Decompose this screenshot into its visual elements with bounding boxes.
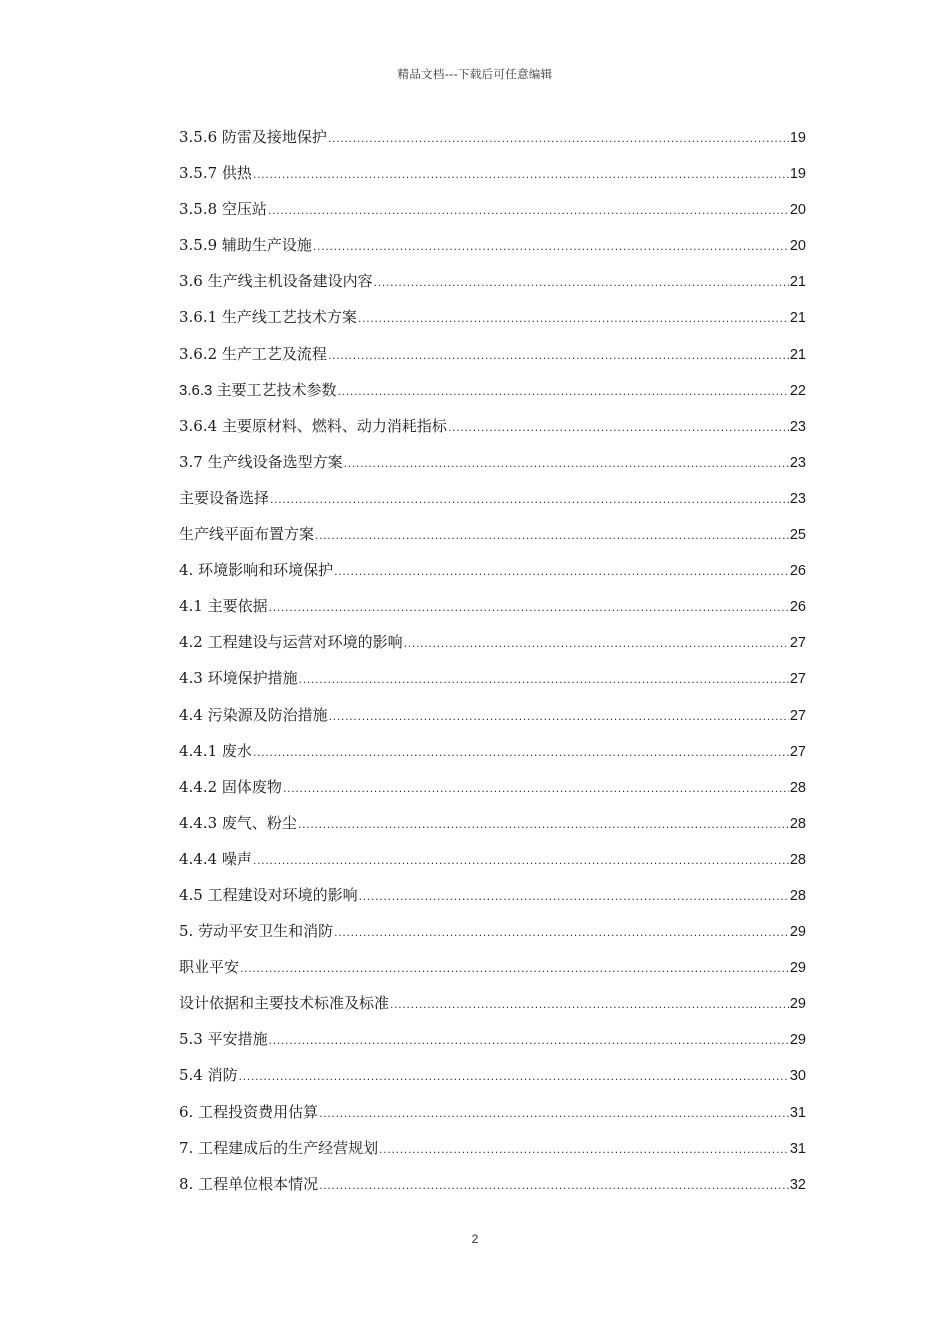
toc-entry-page: 21 bbox=[789, 274, 806, 291]
toc-entry-title: 3.6.1 生产线工艺技术方案 bbox=[179, 308, 357, 327]
toc-entry-page: 23 bbox=[789, 454, 806, 471]
toc-leader-dots bbox=[240, 955, 789, 982]
toc-entry[interactable] bbox=[179, 1062, 806, 1098]
toc-leader-dots bbox=[319, 1172, 789, 1199]
toc-leader-dots bbox=[338, 378, 789, 405]
toc-entry-page: 31 bbox=[789, 1140, 806, 1157]
toc-entry[interactable] bbox=[179, 304, 806, 340]
toc-entry[interactable] bbox=[179, 702, 806, 738]
toc-leader-dots bbox=[448, 414, 789, 441]
toc-leader-dots bbox=[298, 811, 789, 838]
toc-entry[interactable] bbox=[179, 882, 806, 918]
toc-entry[interactable] bbox=[179, 918, 806, 954]
toc-leader-dots bbox=[374, 269, 789, 296]
table-of-contents bbox=[179, 124, 806, 1207]
toc-entry-title: 4.4 污染源及防治措施 bbox=[179, 705, 328, 724]
toc-entry-title: 3.6.2 生产工艺及流程 bbox=[179, 344, 327, 363]
toc-entry-page: 29 bbox=[789, 1032, 806, 1049]
toc-entry[interactable] bbox=[179, 557, 806, 593]
toc-entry-title: 3.7 生产线设备选型方案 bbox=[179, 452, 343, 471]
toc-entry-page: 28 bbox=[789, 815, 806, 832]
toc-entry-title: 4.4.1 废水 bbox=[179, 741, 252, 760]
toc-leader-dots bbox=[269, 594, 789, 621]
toc-entry[interactable] bbox=[179, 341, 806, 377]
toc-entry[interactable] bbox=[179, 1171, 806, 1207]
toc-leader-dots bbox=[253, 739, 789, 766]
toc-entry-title: 5. 劳动平安卫生和消防 bbox=[179, 922, 334, 941]
toc-entry-page: 25 bbox=[789, 527, 806, 544]
toc-entry-page: 19 bbox=[789, 130, 806, 146]
toc-entry[interactable] bbox=[179, 629, 806, 665]
toc-entry-title: 4.4.3 废气、粉尘 bbox=[179, 813, 297, 832]
toc-entry[interactable] bbox=[179, 665, 806, 701]
toc-leader-dots bbox=[358, 305, 789, 332]
toc-entry-page: 23 bbox=[789, 490, 806, 507]
toc-leader-dots bbox=[299, 666, 789, 693]
toc-entry[interactable] bbox=[179, 196, 806, 232]
toc-leader-dots bbox=[329, 703, 789, 730]
toc-entry-title: 4.5 工程建设对环境的影响 bbox=[179, 885, 358, 904]
toc-entry-page: 26 bbox=[789, 563, 806, 580]
toc-entry-title: 4. 环境影响和环境保护 bbox=[179, 561, 334, 580]
toc-leader-dots bbox=[315, 522, 789, 549]
toc-entry-title: 4.4.2 固体废物 bbox=[179, 777, 282, 796]
toc-entry-page: 22 bbox=[789, 382, 806, 399]
toc-leader-dots bbox=[344, 450, 789, 477]
toc-entry-page: 20 bbox=[789, 202, 806, 219]
toc-entry-page: 28 bbox=[789, 779, 806, 796]
toc-entry[interactable] bbox=[179, 954, 806, 990]
toc-leader-dots bbox=[359, 883, 789, 910]
toc-entry-page: 31 bbox=[789, 1104, 806, 1121]
toc-entry-title: 3.6.3 主要工艺技术参数 bbox=[179, 381, 337, 399]
toc-entry[interactable] bbox=[179, 268, 806, 304]
toc-entry[interactable] bbox=[179, 521, 806, 557]
toc-entry-title: 4.1 主要依据 bbox=[179, 597, 268, 616]
toc-entry-title: 5.3 平安措施 bbox=[179, 1030, 268, 1049]
toc-entry-title: 4.3 环境保护措施 bbox=[179, 669, 298, 688]
page-header: 精品文档---下载后可任意编辑 bbox=[397, 67, 553, 81]
toc-entry[interactable] bbox=[179, 413, 806, 449]
toc-entry[interactable] bbox=[179, 810, 806, 846]
toc-entry[interactable] bbox=[179, 160, 806, 196]
toc-entry-page: 29 bbox=[789, 996, 806, 1013]
toc-entry-page: 20 bbox=[789, 238, 806, 255]
toc-entry[interactable] bbox=[179, 774, 806, 810]
toc-entry-title: 4.2 工程建设与运营对环境的影响 bbox=[179, 633, 403, 652]
toc-leader-dots bbox=[328, 125, 789, 152]
toc-entry-page: 30 bbox=[789, 1068, 806, 1085]
toc-entry[interactable] bbox=[179, 377, 806, 413]
toc-entry-title: 主要设备选择 bbox=[179, 488, 270, 507]
toc-entry-page: 27 bbox=[789, 743, 806, 760]
toc-entry-page: 21 bbox=[789, 346, 806, 363]
toc-leader-dots bbox=[268, 197, 789, 224]
toc-entry[interactable] bbox=[179, 1099, 806, 1135]
toc-entry-title: 5.4 消防 bbox=[179, 1066, 238, 1085]
toc-entry[interactable] bbox=[179, 846, 806, 882]
toc-entry-title: 4.4.4 噪声 bbox=[179, 849, 252, 868]
toc-entry-page: 27 bbox=[789, 671, 806, 688]
toc-entry-page: 19 bbox=[789, 166, 806, 183]
toc-leader-dots bbox=[253, 161, 789, 188]
toc-entry-page: 28 bbox=[789, 887, 806, 904]
toc-leader-dots bbox=[270, 486, 789, 513]
toc-leader-dots bbox=[283, 775, 789, 802]
toc-entry[interactable] bbox=[179, 738, 806, 774]
toc-leader-dots bbox=[313, 233, 789, 260]
toc-entry-title: 3.6.4 主要原材料、燃料、动力消耗指标 bbox=[179, 416, 447, 435]
toc-entry[interactable] bbox=[179, 232, 806, 268]
toc-entry-page: 21 bbox=[789, 310, 806, 327]
toc-entry-page: 32 bbox=[789, 1176, 806, 1193]
toc-entry-title: 7. 工程建成后的生产经营规划 bbox=[179, 1138, 379, 1157]
toc-leader-dots bbox=[269, 1027, 789, 1054]
toc-leader-dots bbox=[334, 558, 789, 585]
toc-entry-title: 3.6 生产线主机设备建设内容 bbox=[179, 272, 373, 291]
toc-entry[interactable] bbox=[179, 1026, 806, 1062]
toc-leader-dots bbox=[328, 342, 789, 369]
page-number: 2 bbox=[471, 1232, 479, 1246]
toc-leader-dots bbox=[334, 919, 789, 946]
toc-entry-title: 6. 工程投资费用估算 bbox=[179, 1102, 319, 1121]
toc-entry-title: 设计依据和主要技术标准及标准 bbox=[179, 994, 390, 1013]
toc-entry[interactable] bbox=[179, 593, 806, 629]
toc-entry-page: 23 bbox=[789, 418, 806, 435]
toc-entry-title: 生产线平面布置方案 bbox=[179, 525, 315, 544]
toc-entry-title: 3.5.7 供热 bbox=[179, 164, 252, 183]
toc-entry-title: 3.5.8 空压站 bbox=[179, 200, 267, 219]
toc-entry-title: 职业平安 bbox=[179, 958, 240, 977]
toc-entry-page: 26 bbox=[789, 599, 806, 616]
toc-entry[interactable] bbox=[179, 1135, 806, 1171]
toc-leader-dots bbox=[253, 847, 789, 874]
toc-entry[interactable] bbox=[179, 124, 806, 160]
toc-entry[interactable] bbox=[179, 990, 806, 1026]
toc-entry-page: 29 bbox=[789, 924, 806, 941]
toc-leader-dots bbox=[379, 1136, 789, 1163]
toc-entry-page: 29 bbox=[789, 960, 806, 977]
toc-entry-title: 3.5.6 防雷及接地保护 bbox=[179, 128, 327, 146]
toc-leader-dots bbox=[239, 1063, 789, 1090]
toc-entry-page: 27 bbox=[789, 707, 806, 724]
toc-entry[interactable] bbox=[179, 449, 806, 485]
toc-entry-title: 3.5.9 辅助生产设施 bbox=[179, 236, 312, 255]
toc-entry[interactable] bbox=[179, 485, 806, 521]
toc-entry-page: 28 bbox=[789, 851, 806, 868]
toc-leader-dots bbox=[319, 1100, 789, 1127]
toc-entry-title: 8. 工程单位根本情况 bbox=[179, 1174, 319, 1193]
toc-leader-dots bbox=[404, 630, 789, 657]
toc-entry-page: 27 bbox=[789, 635, 806, 652]
toc-leader-dots bbox=[390, 991, 789, 1018]
